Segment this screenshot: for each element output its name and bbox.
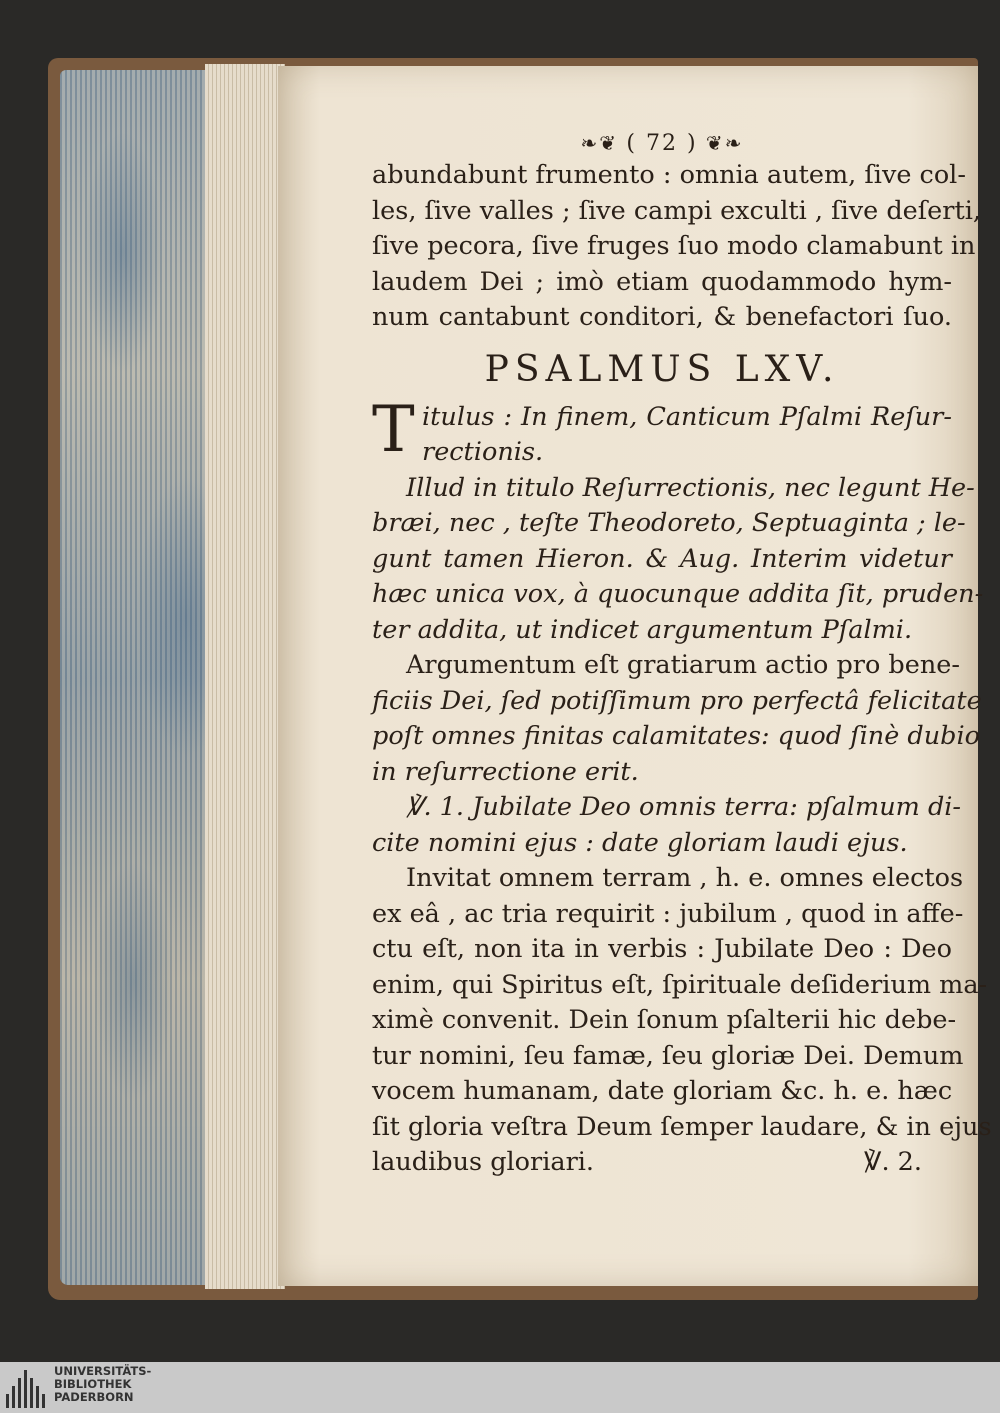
text-line: enim, qui Spiritus eſt, ſpirituale deſiderium ma- [372, 969, 988, 1000]
text-line: in reſurrectione erit. [372, 756, 639, 787]
text-line: vocem humanam, date gloriam &c. h. e. hæc [372, 1076, 953, 1106]
library-name [54, 1365, 151, 1404]
text-line: bræi, nec , teſte Theodoreto, Septuaginta ; le- [372, 508, 966, 538]
stacked-pages [205, 64, 285, 1289]
psalm-heading: PSALMUS LXV. [484, 348, 840, 390]
text-line: ex eâ , ac tria requirit : jubilum , quod in affe- [372, 898, 964, 929]
text-line: tur nomini, ſeu famæ, ſeu gloriæ Dei. Demum [372, 1040, 964, 1071]
text-line: ter addita, ut indicet argumentum Pſalmi. [372, 614, 913, 645]
drop-cap: T [372, 392, 415, 467]
titulus-paragraph [372, 392, 952, 471]
text-line: ficiis Dei, ſed potiſſimum pro perfectâ felicitate [372, 685, 982, 716]
text-line: num cantabunt conditori, & benefactori ſuo. [372, 302, 952, 332]
text-line: ximè convenit. Dein ſonum pſalterii hic debe- [372, 1005, 957, 1035]
catchword: ℣. 2. [864, 1147, 922, 1177]
text-line: abundabunt frumento : omnia autem, ſive col- [372, 160, 966, 190]
ornament-left-icon: ❧❦ [580, 131, 627, 155]
library-name-line: BIBLIOTHEK [54, 1377, 132, 1391]
text-line: laudibus gloriari. [372, 1147, 595, 1177]
text-line: ſit gloria veſtra Deum ſemper laudare, & in ejus [372, 1111, 992, 1142]
library-logo-icon [6, 1368, 50, 1408]
text-line: Invitat omnem terram , h. e. omnes electos [406, 863, 964, 893]
text-line: rectionis. [422, 437, 544, 467]
ornament-right-icon: ❦❧ [697, 131, 744, 155]
library-footer [0, 1362, 1000, 1413]
italic-paragraph [372, 471, 984, 649]
text-line: hæc unica vox, à quocunque addita ſit, pruden- [372, 579, 984, 609]
text-line: les, ſive valles ; ſive campi exculti , ſive deſerti, [372, 195, 981, 226]
page-text [372, 128, 992, 1181]
text-line: itulus : In finem, Canticum Pſalmi Reſur- [422, 401, 952, 432]
text-line: Illud in titulo Reſurrectionis, nec legunt He- [406, 472, 975, 503]
text-line: poſt omnes finitas calamitates: quod ſinè dubio [372, 721, 981, 751]
commentary-paragraph [372, 861, 992, 1181]
page-number: ( 72 ) [626, 131, 698, 156]
top-paragraph [372, 158, 981, 336]
running-head [372, 128, 952, 158]
text-line: gunt tamen Hieron. & Aug. Interim videtur [372, 543, 952, 574]
text-line: Argumentum eſt gratiarum actio pro bene- [406, 650, 960, 680]
text-line: ctu eſt, non ita in verbis : Jubilate Deo : Deo [372, 934, 952, 964]
library-name-line: UNIVERSITÄTS- [54, 1364, 152, 1378]
library-name-line: PADERBORN [54, 1390, 134, 1404]
last-line-row [372, 1145, 952, 1181]
text-line: ℣. 1. Jubilate Deo omnis terra: pſalmum di- [406, 792, 962, 822]
text-line: cite nomini ejus : date gloriam laudi ejus. [372, 827, 908, 858]
verse-paragraph [372, 790, 962, 861]
text-line: laudem Dei ; imò etiam quodammodo hym- [372, 266, 952, 297]
argument-paragraph [372, 648, 982, 790]
text-line: ſive pecora, ſive fruges ſuo modo clamabunt in [372, 231, 976, 261]
